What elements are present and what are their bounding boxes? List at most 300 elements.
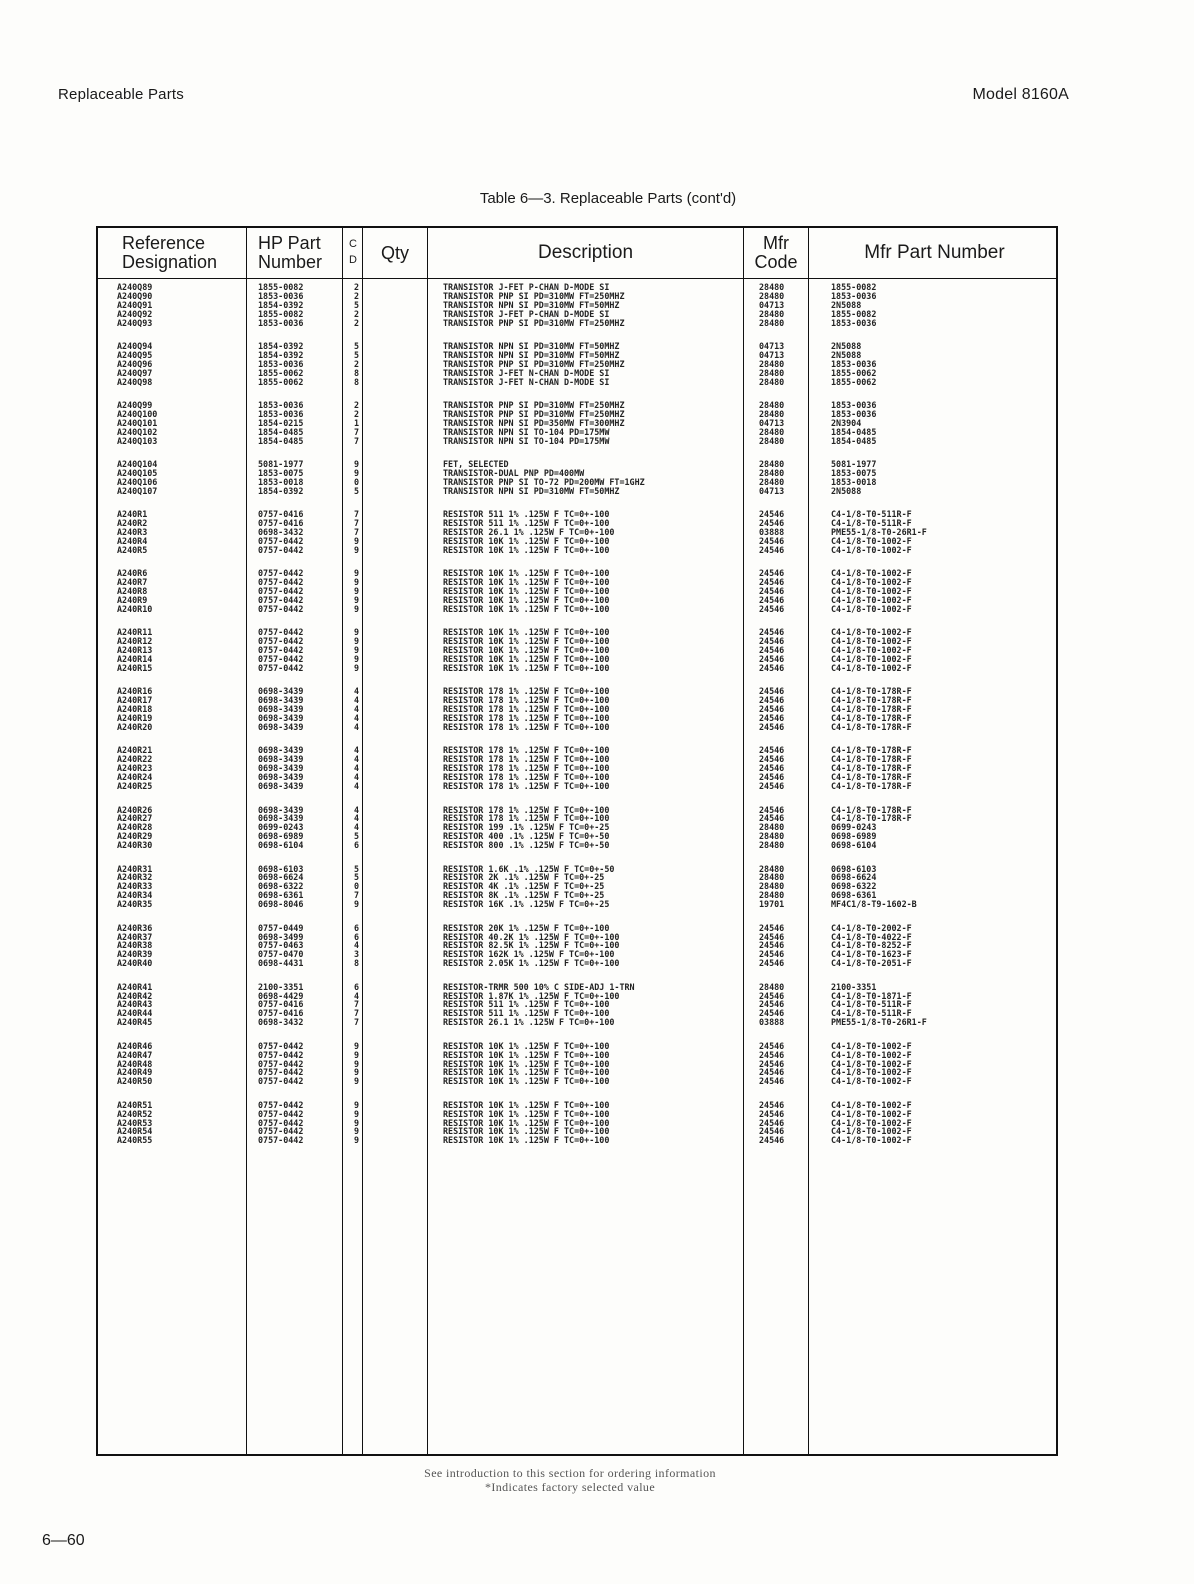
description-cell: TRANSISTOR J-FET N-CHAN D-MODE SI	[443, 367, 610, 378]
mfr-part-number-cell: 0698-6989	[831, 831, 877, 842]
col-header-cd	[343, 228, 363, 278]
ref-cell: A240R44	[117, 1008, 153, 1019]
mfr-code-cell: 24546	[759, 940, 785, 951]
mfr-part-number-cell: C4-1/8-T0-1002-F	[831, 603, 912, 614]
description-cell: TRANSISTOR NPN SI TO-104 PD=175MW	[443, 426, 610, 437]
mfr-part-number-cell: C4-1/8-T0-511R-F	[831, 999, 912, 1010]
hp-part-cell: 1853-0036	[258, 400, 304, 411]
hp-part-cell: 1853-0075	[258, 468, 304, 479]
cd-cell: 2	[354, 308, 360, 319]
cd-cell: 9	[354, 603, 360, 614]
hp-part-cell: 0757-0442	[258, 1058, 304, 1069]
description-cell: TRANSISTOR J-FET P-CHAN D-MODE SI	[443, 282, 610, 292]
header-rule	[98, 278, 1056, 279]
ref-cell: A240R50	[117, 1076, 153, 1087]
mfr-part-number-cell: 0698-6624	[831, 872, 877, 883]
cd-cell: 7	[354, 890, 360, 901]
mfr-part-number-cell: C4-1/8-T0-178R-F	[831, 781, 912, 792]
mfr-code-cell: 24546	[759, 1040, 785, 1051]
mfr-code-cell: 24546	[759, 1117, 785, 1128]
mfr-part-number-cell: PME55-1/8-T0-26R1-F	[831, 527, 927, 538]
cd-cell: 7	[354, 426, 360, 437]
col-header-mfr-code-l1: Mfr	[763, 233, 789, 254]
row-group	[98, 924, 1056, 968]
cd-cell: 4	[354, 940, 360, 951]
mfr-part-number-cell: C4-1/8-T0-1002-F	[831, 544, 912, 555]
cd-cell: 2	[354, 408, 360, 419]
mfr-code-cell: 28480	[759, 863, 785, 874]
mfr-code-cell: 24546	[759, 763, 785, 774]
hp-part-cell: 0757-0442	[258, 636, 304, 647]
table-row	[98, 546, 1056, 555]
hp-part-cell: 0698-4431	[258, 958, 304, 969]
table-row	[98, 664, 1056, 673]
row-group	[98, 1042, 1056, 1086]
mfr-code-cell: 24546	[759, 781, 785, 792]
mfr-code-cell: 04713	[759, 349, 785, 360]
mfr-code-cell: 28480	[759, 308, 785, 319]
mfr-code-cell: 24546	[759, 931, 785, 942]
hp-part-cell: 1853-0036	[258, 317, 304, 328]
hp-part-cell: 0698-3439	[258, 763, 304, 774]
hp-part-cell: 0757-0442	[258, 662, 304, 673]
mfr-part-number-cell: C4-1/8-T0-178R-F	[831, 763, 912, 774]
cd-cell: 2	[354, 317, 360, 328]
cd-cell: 9	[354, 654, 360, 665]
mfr-part-number-cell: C4-1/8-T0-178R-F	[831, 804, 912, 815]
mfr-part-number-cell: C4-1/8-T0-178R-F	[831, 695, 912, 706]
mfr-part-number-cell: C4-1/8-T0-2051-F	[831, 958, 912, 969]
description-cell: TRANSISTOR J-FET P-CHAN D-MODE SI	[443, 308, 610, 319]
hp-part-cell: 0698-6361	[258, 890, 304, 901]
mfr-part-number-cell: C4-1/8-T0-1002-F	[831, 1117, 912, 1128]
description-cell: RESISTOR 178 1% .125W F TC=0+-100	[443, 804, 610, 815]
ref-cell: A240R20	[117, 722, 153, 732]
mfr-part-number-cell: C4-1/8-T0-178R-F	[831, 745, 912, 756]
hp-part-cell: 0757-0442	[258, 1126, 304, 1137]
row-group	[98, 283, 1056, 327]
col-header-mfr-code-l2: Code	[754, 252, 798, 272]
cd-cell: 9	[354, 662, 360, 673]
cd-cell: 4	[354, 990, 360, 1001]
mfr-code-cell: 24546	[759, 722, 785, 732]
ref-cell: A240R42	[117, 990, 153, 1001]
mfr-part-number-cell: C4-1/8-T0-511R-F	[831, 509, 912, 520]
description-cell: RESISTOR 16K .1% .125W F TC=0+-25	[443, 899, 610, 910]
cd-cell: 9	[354, 1058, 360, 1069]
cd-cell: 6	[354, 922, 360, 933]
description-cell: RESISTOR 20K 1% .125W F TC=0+-100	[443, 922, 610, 933]
cd-cell: 9	[354, 544, 360, 555]
mfr-part-number-cell: 1853-0036	[831, 290, 877, 301]
cd-cell: 9	[354, 1108, 360, 1119]
mfr-code-cell: 28480	[759, 890, 785, 901]
description-cell: RESISTOR 10K 1% .125W F TC=0+-100	[443, 662, 610, 673]
description-cell: TRANSISTOR PNP SI PD=310MW FT=250MHZ	[443, 408, 625, 419]
ref-cell: A240Q95	[117, 349, 153, 360]
cd-cell: 9	[354, 1040, 360, 1051]
cd-cell: 4	[354, 754, 360, 765]
mfr-part-number-cell: C4-1/8-T0-178R-F	[831, 813, 912, 824]
hp-part-cell: 0757-0442	[258, 1040, 304, 1051]
cd-cell: 9	[354, 1076, 360, 1087]
ref-cell: A240R23	[117, 763, 153, 774]
cd-cell: 9	[354, 459, 360, 470]
running-header-section: Replaceable Parts	[58, 86, 184, 103]
mfr-part-number-cell: C4-1/8-T0-178R-F	[831, 754, 912, 765]
mfr-code-cell: 28480	[759, 831, 785, 842]
table-row	[98, 1077, 1056, 1086]
description-cell: RESISTOR 10K 1% .125W F TC=0+-100	[443, 1049, 610, 1060]
mfr-part-number-cell: C4-1/8-T0-178R-F	[831, 686, 912, 697]
hp-part-cell: 5081-1977	[258, 459, 304, 470]
cd-cell: 5	[354, 831, 360, 842]
ref-cell: A240R21	[117, 745, 153, 756]
hp-part-cell: 0757-0470	[258, 949, 304, 960]
cd-cell: 2	[354, 358, 360, 369]
ref-cell: A240R15	[117, 662, 153, 673]
col-header-cd-l1: C	[349, 238, 357, 251]
hp-part-cell: 0698-8046	[258, 899, 304, 910]
mfr-part-number-cell: 1855-0082	[831, 282, 877, 292]
cd-cell: 7	[354, 1008, 360, 1019]
mfr-code-cell: 28480	[759, 426, 785, 437]
description-cell: RESISTOR 10K 1% .125W F TC=0+-100	[443, 577, 610, 588]
mfr-code-cell: 24546	[759, 695, 785, 706]
mfr-code-cell: 24546	[759, 518, 785, 529]
mfr-code-cell: 24546	[759, 1058, 785, 1069]
hp-part-cell: 0698-3499	[258, 931, 304, 942]
mfr-part-number-cell: C4-1/8-T0-1002-F	[831, 577, 912, 588]
hp-part-cell: 1855-0082	[258, 282, 304, 292]
mfr-code-cell: 28480	[759, 317, 785, 328]
mfr-part-number-cell: C4-1/8-T0-1002-F	[831, 1099, 912, 1110]
hp-part-cell: 1854-0392	[258, 299, 304, 310]
mfr-part-number-cell: 1853-0018	[831, 476, 877, 487]
cd-cell: 9	[354, 468, 360, 479]
ref-cell: A240R8	[117, 586, 148, 597]
ref-cell: A240R53	[117, 1117, 153, 1128]
ref-cell: A240R34	[117, 890, 153, 901]
cd-cell: 1	[354, 417, 360, 428]
mfr-code-cell: 28480	[759, 358, 785, 369]
mfr-code-cell: 24546	[759, 949, 785, 960]
description-cell: RESISTOR 178 1% .125W F TC=0+-100	[443, 763, 610, 774]
hp-part-cell: 1854-0392	[258, 341, 304, 352]
cd-cell: 8	[354, 958, 360, 969]
col-header-hp-part-l2: Number	[258, 252, 323, 272]
description-cell: RESISTOR 2.05K 1% .125W F TC=0+-100	[443, 958, 620, 969]
col-header-mfr-part-number: Mfr Part Number	[864, 242, 1005, 264]
description-cell: FET, SELECTED	[443, 459, 509, 470]
ref-cell: A240Q89	[117, 282, 153, 292]
ref-cell: A240R25	[117, 781, 153, 792]
description-cell: RESISTOR 511 1% .125W F TC=0+-100	[443, 999, 610, 1010]
mfr-code-cell: 04713	[759, 299, 785, 310]
hp-part-cell: 0699-0243	[258, 822, 304, 833]
hp-part-cell: 0698-6322	[258, 881, 304, 892]
description-cell: TRANSISTOR NPN SI PD=310MW FT=50MHZ	[443, 341, 620, 352]
cd-cell: 9	[354, 636, 360, 647]
cd-cell: 4	[354, 713, 360, 724]
row-group	[98, 746, 1056, 790]
mfr-part-number-cell: C4-1/8-T0-1002-F	[831, 568, 912, 579]
row-group	[98, 1101, 1056, 1145]
mfr-part-number-cell: 2N5088	[831, 341, 862, 352]
description-cell: TRANSISTOR NPN SI PD=350MW FT=300MHZ	[443, 417, 625, 428]
ref-cell: A240R5	[117, 544, 148, 555]
description-cell: TRANSISTOR PNP SI PD=310MW FT=250MHZ	[443, 317, 625, 328]
cd-cell: 8	[354, 367, 360, 378]
ref-cell: A240R51	[117, 1099, 153, 1110]
cd-cell: 9	[354, 1135, 360, 1146]
hp-part-cell: 0698-3439	[258, 813, 304, 824]
cd-cell: 2	[354, 290, 360, 301]
hp-part-cell: 0698-6989	[258, 831, 304, 842]
cd-cell: 9	[354, 899, 360, 910]
cd-cell: 6	[354, 931, 360, 942]
mfr-part-number-cell: C4-1/8-T0-4022-F	[831, 931, 912, 942]
description-cell: RESISTOR 178 1% .125W F TC=0+-100	[443, 713, 610, 724]
cd-cell: 5	[354, 872, 360, 883]
ref-cell: A240R54	[117, 1126, 153, 1137]
ref-cell: A240R45	[117, 1017, 153, 1028]
cd-cell: 3	[354, 949, 360, 960]
ref-cell: A240R16	[117, 686, 153, 697]
mfr-code-cell: 24546	[759, 654, 785, 665]
hp-part-cell: 0757-0442	[258, 1135, 304, 1146]
mfr-part-number-cell: 1853-0075	[831, 468, 877, 479]
footnote-ordering: See introduction to this section for ordering information	[424, 1466, 716, 1480]
hp-part-cell: 1855-0082	[258, 308, 304, 319]
description-cell: TRANSISTOR NPN SI PD=310MW FT=50MHZ	[443, 485, 620, 496]
cd-cell: 2	[354, 282, 360, 292]
col-header-reference-l2: Designation	[122, 252, 218, 272]
col-header-reference	[98, 228, 246, 278]
ref-cell: A240Q104	[117, 459, 158, 470]
mfr-part-number-cell: 2100-3351	[831, 981, 877, 992]
mfr-code-cell: 28480	[759, 408, 785, 419]
mfr-code-cell: 28480	[759, 290, 785, 301]
ref-cell: A240R11	[117, 627, 153, 638]
description-cell: RESISTOR 10K 1% .125W F TC=0+-100	[443, 1108, 610, 1119]
mfr-code-cell: 24546	[759, 804, 785, 815]
description-cell: RESISTOR 10K 1% .125W F TC=0+-100	[443, 544, 610, 555]
ref-cell: A240R2	[117, 518, 148, 529]
hp-part-cell: 0698-6104	[258, 840, 304, 851]
cd-cell: 7	[354, 527, 360, 538]
mfr-part-number-cell: C4-1/8-T0-178R-F	[831, 722, 912, 732]
description-cell: RESISTOR 10K 1% .125W F TC=0+-100	[443, 1117, 610, 1128]
hp-part-cell: 0757-0442	[258, 1049, 304, 1060]
mfr-part-number-cell: C4-1/8-T0-178R-F	[831, 713, 912, 724]
cd-cell: 9	[354, 535, 360, 546]
cd-cell: 4	[354, 704, 360, 715]
hp-part-cell: 1854-0392	[258, 349, 304, 360]
mfr-part-number-cell: C4-1/8-T0-1002-F	[831, 1058, 912, 1069]
ref-cell: A240R47	[117, 1049, 153, 1060]
ref-cell: A240R18	[117, 704, 153, 715]
description-cell: RESISTOR 10K 1% .125W F TC=0+-100	[443, 1126, 610, 1137]
mfr-code-cell: 28480	[759, 822, 785, 833]
description-cell: RESISTOR 178 1% .125W F TC=0+-100	[443, 745, 610, 756]
hp-part-cell: 0698-3439	[258, 804, 304, 815]
description-cell: RESISTOR 511 1% .125W F TC=0+-100	[443, 509, 610, 520]
row-group	[98, 401, 1056, 445]
description-cell: TRANSISTOR NPN SI PD=310MW FT=50MHZ	[443, 349, 620, 360]
mfr-code-cell: 24546	[759, 636, 785, 647]
ref-cell: A240Q90	[117, 290, 153, 301]
ref-cell: A240R3	[117, 527, 148, 538]
row-group	[98, 342, 1056, 386]
description-cell: RESISTOR 10K 1% .125W F TC=0+-100	[443, 1067, 610, 1078]
cd-cell: 4	[354, 763, 360, 774]
mfr-code-cell: 28480	[759, 468, 785, 479]
row-group	[98, 983, 1056, 1027]
hp-part-cell: 0698-3439	[258, 781, 304, 792]
ref-cell: A240R49	[117, 1067, 153, 1078]
hp-part-cell: 0757-0442	[258, 568, 304, 579]
cd-cell: 9	[354, 1067, 360, 1078]
page-number: 6—60	[42, 1532, 85, 1549]
mfr-part-number-cell: 5081-1977	[831, 459, 877, 470]
description-cell: RESISTOR 1.6K .1% .125W F TC=0+-50	[443, 863, 615, 874]
description-cell: RESISTOR 178 1% .125W F TC=0+-100	[443, 704, 610, 715]
mfr-part-number-cell: C4-1/8-T0-1002-F	[831, 636, 912, 647]
ref-cell: A240R43	[117, 999, 153, 1010]
mfr-part-number-cell: C4-1/8-T0-1002-F	[831, 1067, 912, 1078]
mfr-part-number-cell: 2N3904	[831, 417, 862, 428]
mfr-code-cell: 28480	[759, 376, 785, 387]
col-header-description: Description	[537, 242, 634, 264]
table-row	[98, 487, 1056, 496]
ref-cell: A240Q96	[117, 358, 153, 369]
hp-part-cell: 1854-0215	[258, 417, 304, 428]
table-caption: Table 6—3. Replaceable Parts (cont'd)	[479, 190, 737, 207]
hp-part-cell: 1854-0392	[258, 485, 304, 496]
hp-part-cell: 0757-0463	[258, 940, 304, 951]
cd-cell: 4	[354, 781, 360, 792]
cd-cell: 9	[354, 568, 360, 579]
cd-cell: 2	[354, 400, 360, 411]
mfr-part-number-cell: MF4C1/8-T9-1602-B	[831, 899, 917, 910]
mfr-code-cell: 24546	[759, 1076, 785, 1087]
ref-cell: A240R19	[117, 713, 153, 724]
cd-cell: 4	[354, 695, 360, 706]
row-group	[98, 865, 1056, 909]
mfr-code-cell: 19701	[759, 899, 785, 910]
mfr-part-number-cell: 2N5088	[831, 349, 862, 360]
table-row	[98, 1136, 1056, 1145]
mfr-code-cell: 28480	[759, 872, 785, 883]
mfr-part-number-cell: 0698-6322	[831, 881, 877, 892]
mfr-code-cell: 24546	[759, 627, 785, 638]
ref-cell: A240R6	[117, 568, 148, 579]
mfr-code-cell: 24546	[759, 990, 785, 1001]
mfr-part-number-cell: 1854-0485	[831, 435, 877, 446]
mfr-part-number-cell: C4-1/8-T0-1002-F	[831, 1135, 912, 1146]
description-cell: RESISTOR 178 1% .125W F TC=0+-100	[443, 754, 610, 765]
col-header-cd-l2: D	[349, 254, 357, 266]
hp-part-cell: 0757-0442	[258, 1099, 304, 1110]
mfr-part-number-cell: C4-1/8-T0-1002-F	[831, 595, 912, 606]
description-cell: RESISTOR 800 .1% .125W F TC=0+-50	[443, 840, 610, 851]
mfr-part-number-cell: C4-1/8-T0-1002-F	[831, 535, 912, 546]
ref-cell: A240R32	[117, 872, 153, 883]
cd-cell: 9	[354, 1126, 360, 1137]
cd-cell: 9	[354, 627, 360, 638]
mfr-code-cell: 24546	[759, 1099, 785, 1110]
hp-part-cell: 0698-6103	[258, 863, 304, 874]
description-cell: RESISTOR 10K 1% .125W F TC=0+-100	[443, 654, 610, 665]
hp-part-cell: 1853-0036	[258, 358, 304, 369]
hp-part-cell: 0698-3432	[258, 527, 304, 538]
description-cell: RESISTOR 10K 1% .125W F TC=0+-100	[443, 1058, 610, 1069]
mfr-code-cell: 04713	[759, 485, 785, 496]
mfr-code-cell: 24546	[759, 544, 785, 555]
description-cell: RESISTOR 10K 1% .125W F TC=0+-100	[443, 595, 610, 606]
hp-part-cell: 1854-0485	[258, 426, 304, 437]
ref-cell: A240R22	[117, 754, 153, 765]
description-cell: RESISTOR 178 1% .125W F TC=0+-100	[443, 813, 610, 824]
table-row	[98, 319, 1056, 328]
table-row	[98, 841, 1056, 850]
cd-cell: 7	[354, 999, 360, 1010]
col-header-mfr-code	[744, 228, 808, 278]
hp-part-cell: 0757-0442	[258, 1117, 304, 1128]
hp-part-cell: 0757-0442	[258, 645, 304, 656]
table-row	[98, 437, 1056, 446]
hp-part-cell: 0698-3439	[258, 722, 304, 732]
mfr-code-cell: 28480	[759, 476, 785, 487]
description-cell: RESISTOR 162K 1% .125W F TC=0+-100	[443, 949, 615, 960]
table-row	[98, 378, 1056, 387]
description-cell: TRANSISTOR PNP SI PD=310MW FT=250MHZ	[443, 358, 625, 369]
description-cell: RESISTOR 82.5K 1% .125W F TC=0+-100	[443, 940, 620, 951]
mfr-part-number-cell: C4-1/8-T0-1002-F	[831, 662, 912, 673]
ref-cell: A240Q101	[117, 417, 158, 428]
mfr-code-cell: 24546	[759, 603, 785, 614]
table-body	[98, 283, 1056, 1160]
hp-part-cell: 0757-0442	[258, 544, 304, 555]
mfr-part-number-cell: C4-1/8-T0-1002-F	[831, 627, 912, 638]
hp-part-cell: 0757-0416	[258, 518, 304, 529]
mfr-part-number-cell: C4-1/8-T0-2002-F	[831, 922, 912, 933]
mfr-code-cell: 24546	[759, 745, 785, 756]
cd-cell: 4	[354, 745, 360, 756]
ref-cell: A240Q102	[117, 426, 158, 437]
mfr-code-cell: 24546	[759, 813, 785, 824]
row-group	[98, 460, 1056, 496]
table-row	[98, 782, 1056, 791]
cd-cell: 9	[354, 1049, 360, 1060]
cd-cell: 4	[354, 772, 360, 783]
description-cell: RESISTOR 40.2K 1% .125W F TC=0+-100	[443, 931, 620, 942]
mfr-part-number-cell: C4-1/8-T0-1623-F	[831, 949, 912, 960]
description-cell: RESISTOR 26.1 1% .125W F TC=0+-100	[443, 527, 615, 538]
mfr-code-cell: 24546	[759, 595, 785, 606]
hp-part-cell: 0757-0442	[258, 577, 304, 588]
cd-cell: 4	[354, 822, 360, 833]
description-cell: RESISTOR 400 .1% .125W F TC=0+-50	[443, 831, 610, 842]
description-cell: RESISTOR 178 1% .125W F TC=0+-100	[443, 695, 610, 706]
mfr-code-cell: 24546	[759, 713, 785, 724]
mfr-code-cell: 24546	[759, 1008, 785, 1019]
description-cell: TRANSISTOR PNP SI PD=310MW FT=250MHZ	[443, 290, 625, 301]
ref-cell: A240R55	[117, 1135, 153, 1146]
col-header-hp-part-l1: HP Part	[258, 233, 321, 254]
mfr-part-number-cell: 2N5088	[831, 299, 862, 310]
